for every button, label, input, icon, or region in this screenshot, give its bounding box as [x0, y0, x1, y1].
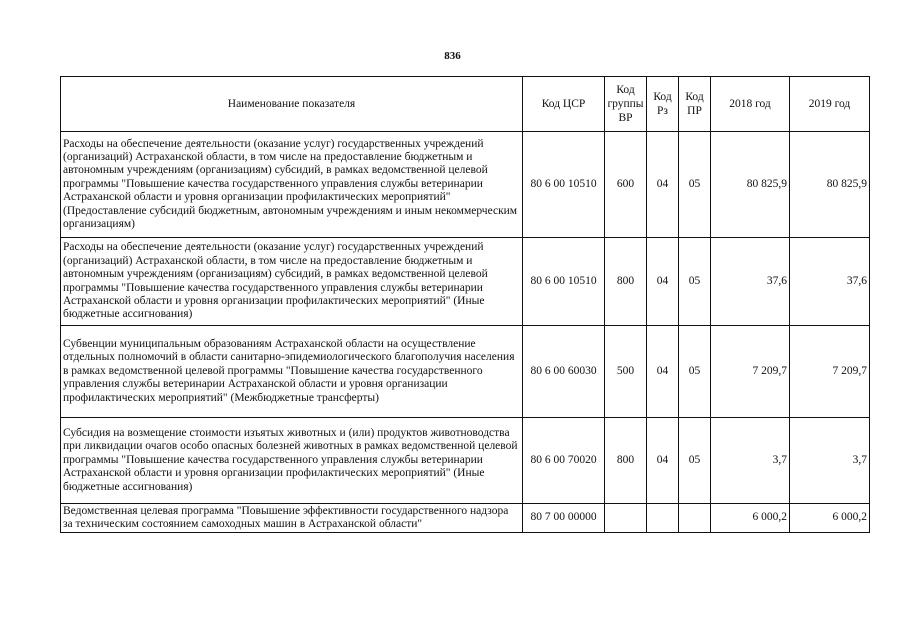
cell-csr: 80 6 00 10510 — [523, 132, 605, 238]
cell-pr: 05 — [679, 326, 711, 418]
cell-2019: 37,6 — [790, 238, 870, 326]
header-rz: Код Рз — [647, 77, 679, 132]
cell-2019: 6 000,2 — [790, 504, 870, 533]
cell-2018: 80 825,9 — [711, 132, 790, 238]
cell-csr: 80 7 00 00000 — [523, 504, 605, 533]
header-name: Наименование показателя — [61, 77, 523, 132]
header-csr: Код ЦСР — [523, 77, 605, 132]
cell-csr: 80 6 00 70020 — [523, 418, 605, 504]
table-row — [61, 238, 870, 326]
cell-2018: 37,6 — [711, 238, 790, 326]
cell-2018: 7 209,7 — [711, 326, 790, 418]
cell-rz: 04 — [647, 132, 679, 238]
cell-pr — [679, 504, 711, 533]
cell-rz — [647, 504, 679, 533]
cell-2019: 80 825,9 — [790, 132, 870, 238]
cell-pr: 05 — [679, 238, 711, 326]
header-2019: 2019 год — [790, 77, 870, 132]
cell-2018: 3,7 — [711, 418, 790, 504]
header-vr: Код группы ВР — [605, 77, 647, 132]
table-row — [61, 132, 870, 238]
budget-table — [60, 76, 870, 533]
cell-vr: 800 — [605, 238, 647, 326]
cell-vr: 500 — [605, 326, 647, 418]
cell-pr: 05 — [679, 132, 711, 238]
cell-csr: 80 6 00 10510 — [523, 238, 605, 326]
cell-name: Расходы на обеспечение деятельности (оказание услуг) государственных учреждений (организаций) Астраханской области, в том числе на предоставление бюджетным и автономным учреждениям (организациям) субсидий, в рамках ведомственной целевой программы "Повышение качества государственного управления службы ветеринарии Астраханской области и уровня организации профилактических мероприятий" (Предоставление субсидий бюджетным, автономным учреждениям и иным некоммерческим организациям) — [61, 132, 523, 238]
cell-name: Ведомственная целевая программа "Повышение эффективности государственного надзора за техническим состоянием самоходных машин в Астраханской области" — [61, 504, 523, 533]
table-row — [61, 326, 870, 418]
page-number: 836 — [444, 50, 461, 62]
table-body — [61, 132, 870, 533]
cell-rz: 04 — [647, 238, 679, 326]
cell-csr: 80 6 00 60030 — [523, 326, 605, 418]
cell-2019: 7 209,7 — [790, 326, 870, 418]
cell-name: Субвенции муниципальным образованиям Астраханской области на осуществление отдельных полномочий в области санитарно-эпидемиологического благополучия населения в рамках ведомственной целевой программы "Повышение качества государственного управления службы ветеринарии Астраханской области и уровня организации профилактических мероприятий" (Межбюджетные трансферты) — [61, 326, 523, 418]
header-pr: Код ПР — [679, 77, 711, 132]
cell-vr: 800 — [605, 418, 647, 504]
cell-name: Расходы на обеспечение деятельности (оказание услуг) государственных учреждений (организаций) Астраханской области, в том числе на предоставление бюджетным и автономным учреждениям (организациям) субсидий, в рамках ведомственной целевой программы "Повышение качества государственного управления службы ветеринарии Астраханской области и уровня организации профилактических мероприятий" (Иные бюджетные ассигнования) — [61, 238, 523, 326]
cell-2018: 6 000,2 — [711, 504, 790, 533]
cell-rz: 04 — [647, 418, 679, 504]
cell-2019: 3,7 — [790, 418, 870, 504]
cell-vr: 600 — [605, 132, 647, 238]
cell-name: Субсидия на возмещение стоимости изъятых животных и (или) продуктов животноводства при ликвидации очагов особо опасных болезней животных в рамках ведомственной целевой программы "Повышение качества государственного управления службы ветеринарии Астраханской области и уровня организации профилактических мероприятий" (Иные бюджетные ассигнования) — [61, 418, 523, 504]
table-row — [61, 504, 870, 533]
table-row — [61, 418, 870, 504]
cell-vr — [605, 504, 647, 533]
header-2018: 2018 год — [711, 77, 790, 132]
cell-pr: 05 — [679, 418, 711, 504]
cell-rz: 04 — [647, 326, 679, 418]
table-header — [61, 77, 870, 132]
